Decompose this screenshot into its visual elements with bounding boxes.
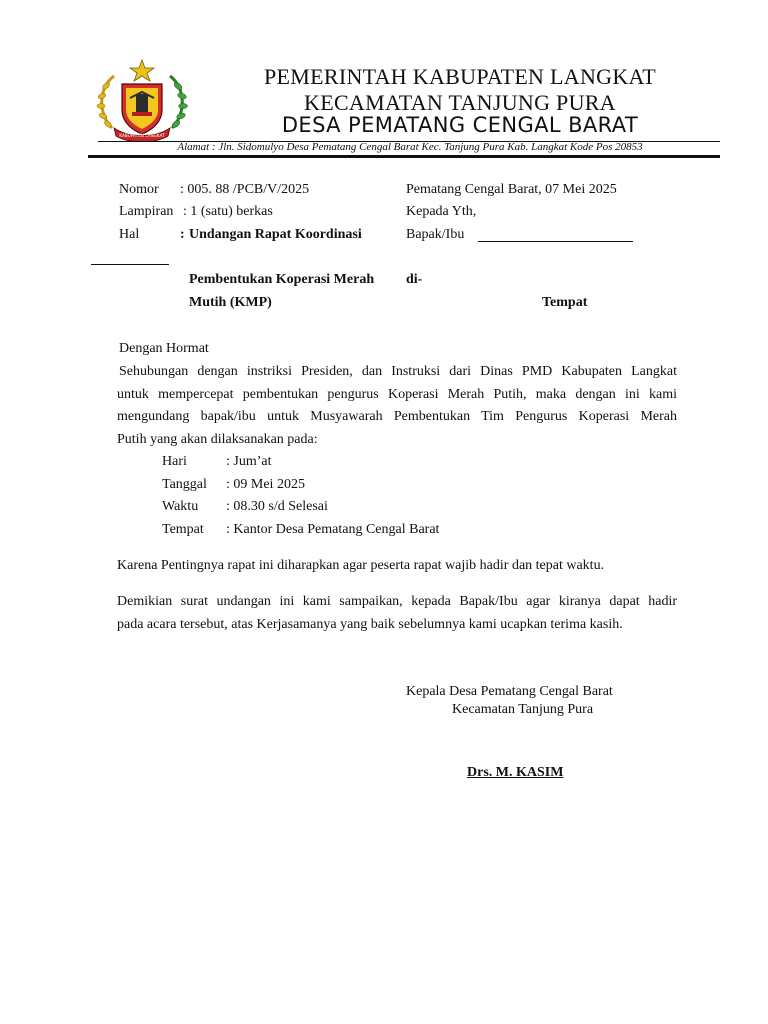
- emblem-ribbon-text: KABUPATEN LANGKAT: [119, 133, 165, 138]
- hal-underline: [91, 264, 169, 265]
- closing-line: Demikian surat undangan ini kami sampaikan, kepada Bapak/Ibu agar kiranya dapat hadir: [117, 594, 677, 609]
- detail-label-tempat: Tempat: [162, 522, 204, 537]
- hal-label: Hal: [119, 227, 140, 242]
- detail-value-hari: : Jum’at: [226, 454, 272, 469]
- hal-value-line2: Pembentukan Koperasi Merah: [189, 272, 375, 287]
- hal-colon: :: [180, 227, 185, 242]
- greeting: Dengan Hormat: [119, 341, 209, 356]
- paragraph-line: mengundang bapak/ibu untuk Musyawarah Pembentukan Tim Pengurus Koperasi Merah: [117, 409, 677, 424]
- signatory-name: Drs. M. KASIM: [467, 765, 564, 780]
- paragraph-line: Sehubungan dengan instriksi Presiden, dan Instruksi dari Dinas PMD Kabupaten Langkat: [119, 364, 677, 379]
- letterhead-district: KECAMATAN TANJUNG PURA: [304, 90, 616, 115]
- hal-value-line1: Undangan Rapat Koordinasi: [189, 227, 362, 242]
- body-paragraph: [117, 361, 677, 451]
- nomor-label: Nomor: [119, 182, 159, 197]
- hal-value-line3: Mutih (KMP): [189, 295, 272, 310]
- signature-title-line2: Kecamatan Tanjung Pura: [452, 702, 594, 717]
- lampiran-value: : 1 (satu) berkas: [183, 204, 273, 219]
- importance-note: Karena Pentingnya rapat ini diharapkan agar peserta rapat wajib hadir dan tepat waktu.: [117, 558, 605, 573]
- detail-value-tanggal: : 09 Mei 2025: [226, 477, 305, 492]
- place-date: Pematang Cengal Barat, 07 Mei 2025: [406, 182, 617, 197]
- letterhead-divider-thick: [88, 155, 720, 158]
- letterhead-village: DESA PEMATANG CENGAL BARAT: [281, 113, 639, 137]
- letterhead-address: Alamat : Jln. Sidomulyo Desa Pematang Cengal Barat Kec. Tanjung Pura Kab. Langkat Kode Pos 20853: [177, 141, 643, 153]
- closing-line: pada acara tersebut, atas Kerjasamanya yang baik sebelumnya kami ucapkan terima kasih.: [117, 616, 623, 632]
- recipient-blank-line: [478, 241, 633, 242]
- closing-paragraph: [117, 591, 677, 636]
- lampiran-label: Lampiran: [119, 204, 174, 219]
- kepada-yth: Kepada Yth,: [406, 204, 477, 219]
- recipient-label: Bapak/Ibu: [406, 227, 465, 242]
- kabupaten-langkat-emblem-icon: [92, 58, 192, 142]
- detail-label-tanggal: Tanggal: [162, 477, 207, 492]
- paragraph-line: untuk mempercepat pembentukan pengurus Koperasi Merah Putih, maka dengan ini kami: [117, 386, 677, 402]
- tempat-label: Tempat: [542, 295, 588, 310]
- di-label: di-: [406, 272, 423, 287]
- letterhead-government: PEMERINTAH KABUPATEN LANGKAT: [263, 64, 657, 89]
- detail-value-waktu: : 08.30 s/d Selesai: [226, 499, 328, 514]
- detail-value-tempat: : Kantor Desa Pematang Cengal Barat: [226, 522, 440, 537]
- detail-label-waktu: Waktu: [162, 499, 199, 514]
- signature-title-line1: Kepala Desa Pematang Cengal Barat: [406, 684, 613, 699]
- detail-label-hari: Hari: [162, 454, 187, 469]
- nomor-value: : 005. 88 /PCB/V/2025: [180, 182, 310, 197]
- paragraph-line: Putih yang akan dilaksanakan pada:: [117, 431, 318, 447]
